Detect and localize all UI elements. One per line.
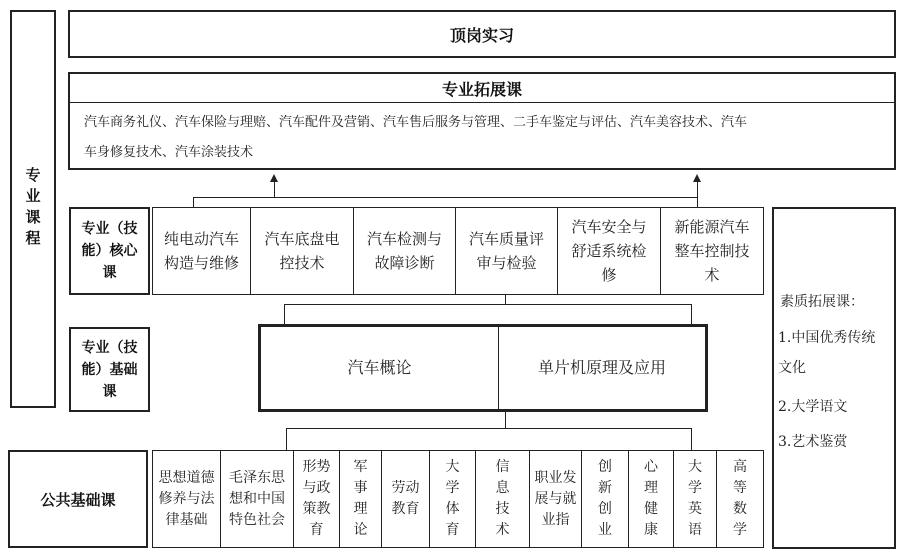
extension-line-1: 汽车商务礼仪、汽车保险与理赔、汽车配件及营销、汽车售后服务与管理、二手车鉴定与评估、汽车美容技术、汽车 (84, 115, 748, 130)
connector-core-right (697, 197, 698, 207)
public-course: 军事理论 (340, 451, 382, 547)
public-course: 思想道德修养与法律基础 (153, 451, 221, 547)
core-courses-box (152, 207, 764, 295)
public-course: 心理健康 (629, 451, 674, 547)
arrow-shaft-left (274, 182, 275, 198)
public-course: 形势与政策教育 (294, 451, 340, 547)
internship-box (68, 10, 896, 58)
quality-title: 素质拓展课： (780, 294, 864, 310)
foundation-label-box (69, 327, 150, 412)
connector-core-left (193, 197, 194, 207)
public-course: 高等数学 (733, 459, 747, 538)
foundation-courses-box (258, 324, 708, 412)
connector-public-left (286, 428, 287, 450)
core-course: 汽车质量评审与检验 (456, 208, 558, 294)
quality-item: 1.中国优秀传统文化 (778, 330, 876, 376)
quality-box (772, 207, 896, 549)
core-course: 新能源汽车整车控制技术 (674, 218, 750, 284)
foundation-course: 单片机原理及应用 (537, 358, 666, 377)
arrow-head-right (693, 174, 701, 182)
core-course: 汽车底盘电控技术 (251, 208, 354, 294)
core-course: 纯电动汽车构造与维修 (153, 208, 251, 294)
connector-public-top (286, 428, 691, 429)
public-course: 劳动教育 (382, 451, 430, 547)
connector-foundation-top (284, 304, 691, 305)
core-label-box (69, 207, 150, 295)
public-course: 职业发展与就业指 (530, 451, 582, 547)
public-label-box (8, 450, 148, 548)
connector-core-top (193, 197, 697, 198)
public-course: 大学体育 (430, 451, 476, 547)
quality-item: 3.艺术鉴赏 (778, 434, 848, 450)
public-course: 创新创业 (582, 451, 629, 547)
public-course: 信息技术 (476, 451, 530, 547)
core-course: 汽车安全与舒适系统检修 (558, 208, 661, 294)
connector-foundation-core (505, 295, 506, 304)
public-courses-box (152, 450, 764, 548)
quality-item: 2.大学语文 (778, 399, 848, 415)
professional-courses-label-box (10, 10, 56, 408)
foundation-label: 专业（技能）基础课 (81, 339, 138, 400)
arrow-head-left (270, 174, 278, 182)
extension-line-2: 车身修复技术、汽车涂装技术 (84, 145, 254, 160)
internship-label: 顶岗实习 (449, 25, 514, 45)
connector-foundation-right (691, 304, 692, 326)
public-course: 大学英语 (674, 451, 717, 547)
public-course: 毛泽东思想和中国特色社会 (221, 451, 294, 547)
extension-title: 专业拓展课 (70, 74, 894, 103)
core-course: 汽车检测与故障诊断 (354, 208, 456, 294)
extension-box (68, 72, 896, 170)
public-label: 公共基础课 (40, 490, 116, 509)
connector-public-right (691, 428, 692, 450)
core-label: 专业（技能）核心课 (81, 221, 138, 281)
foundation-course: 汽车概论 (261, 327, 499, 409)
connector-public-foundation (505, 412, 506, 428)
connector-foundation-left (284, 304, 285, 326)
professional-courses-label: 专业课程 (23, 167, 42, 251)
arrow-shaft-right (697, 182, 698, 198)
